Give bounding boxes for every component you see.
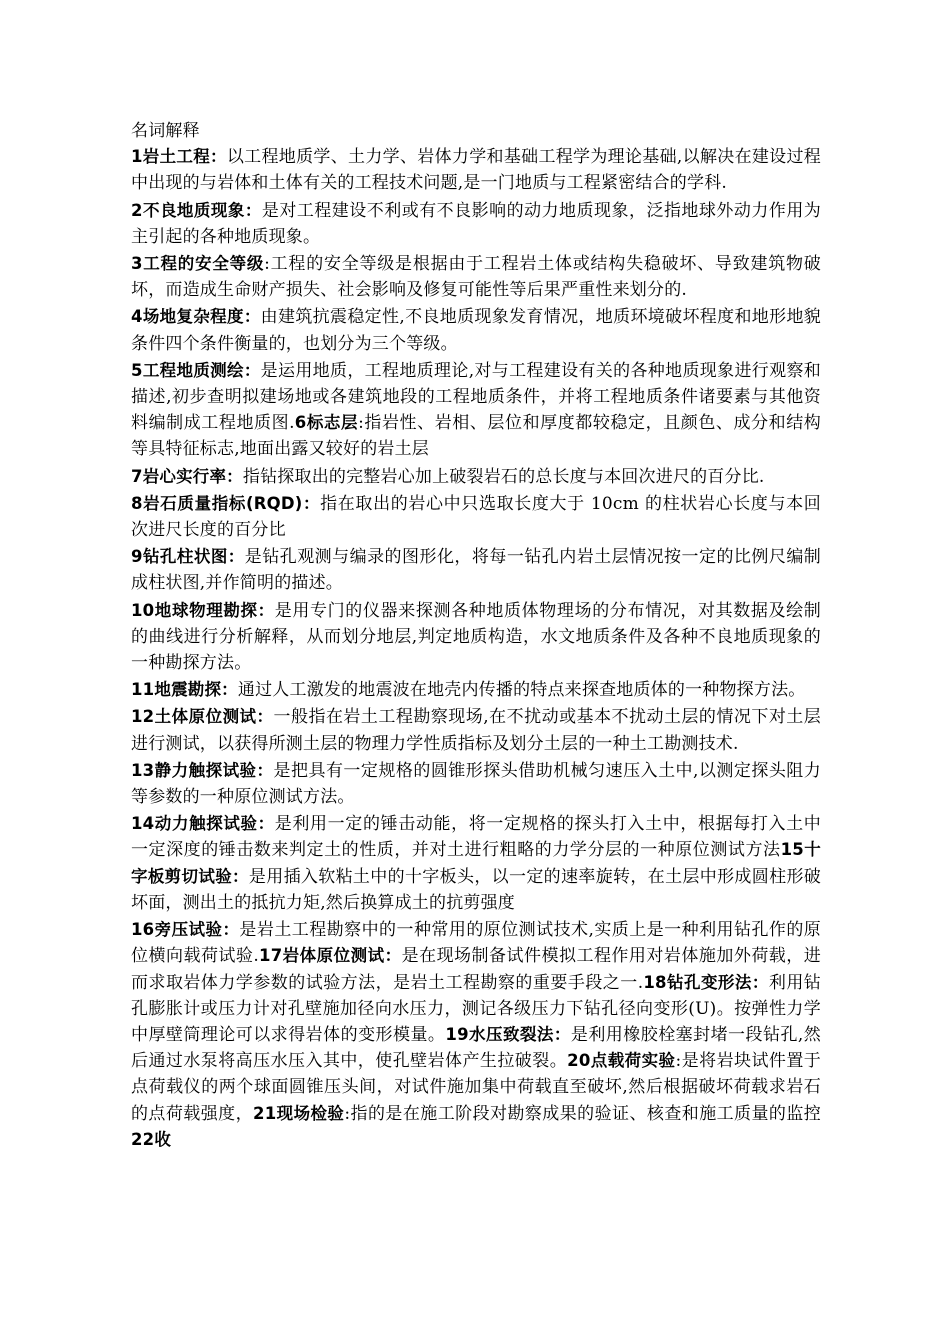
entry-term: 钻孔柱状图： (142, 547, 245, 567)
entry-number: 9 (131, 547, 143, 567)
entry-text: 是利用一定的锤击动能，将一定规格的探头打入土中，根据每打入土中一定深度的锤击数来判定土的性质，并对土进行粗略的力学分层的一种原位测试方法 (131, 814, 822, 861)
entry-text: 是在现场制备试件模拟工程作用对岩体施加外荷载，进而求取岩体力学参数的试验方法，是岩土工程勘察的重要手段之一. (131, 946, 821, 993)
entry-text: 以工程地质学、土力学、岩体力学和基础工程学为理论基础,以解决在建设过程中出现的与岩体和土体有关的工程技术问题,是一门地质与工程紧密结合的学科. (131, 147, 822, 194)
definition-entry (131, 358, 821, 463)
definition-entry (131, 677, 821, 703)
definition-entry (131, 811, 821, 916)
entry-number: 2 (131, 200, 143, 220)
entry-term: 静力触探试验： (154, 760, 274, 780)
entry-term: 工程的安全等级 (142, 254, 265, 274)
entry-text: 通过人工激发的地震波在地壳内传播的特点来探查地质体的一种物探方法。 (237, 680, 806, 701)
entry-number: 16 (131, 920, 155, 940)
entry-number: 14 (131, 814, 155, 834)
entry-text: 是用专门的仪器来探测各种地质体物理场的分布情况，对其数据及绘制的曲线进行分析解释，从而划分地层,判定地质构造，水文地质条件及各种不良地质现象的一种勘探方法。 (131, 600, 822, 674)
entry-number: 19 (445, 1024, 469, 1044)
entry-term: 岩心实行率： (142, 466, 243, 486)
entry-term: 不良地质现象： (142, 200, 262, 220)
entry-number: 21 (253, 1103, 277, 1123)
entry-number: 7 (131, 466, 143, 486)
entry-term: 水压致裂法： (468, 1024, 571, 1044)
entry-number: 20 (567, 1051, 591, 1071)
definition-entry (131, 144, 821, 196)
entry-number: 3 (131, 254, 143, 274)
entry-number: 5 (131, 360, 143, 380)
entry-term: 标志层 (306, 413, 359, 433)
entry-text: 是用插入软粘土中的十字板头，以一定的速率旋转，在土层中形成圆柱形破坏面，测出土的抵抗力矩,然后换算成土的抗剪强度 (131, 866, 821, 913)
entry-number: 1 (131, 147, 143, 167)
entry-number: 12 (131, 707, 155, 727)
entry-text: 是岩土工程勘察中的一种常用的原位测试技术,实质上是一种利用钻孔作的原位横向载荷试验. (131, 920, 822, 967)
entry-text: 是利用橡胶栓塞封堵一段钻孔,然后通过水泵将高压水压入其中，使孔壁岩体产生拉破裂。 (131, 1024, 821, 1072)
entry-term: 场地复杂程度： (142, 307, 261, 327)
entry-term: 十字板剪切试验： (131, 840, 821, 886)
entry-term: 收 (154, 1129, 172, 1149)
entry-term: 旁压试验： (154, 920, 240, 940)
definition-entry (131, 704, 821, 756)
entry-text: 是对工程建设不利或有不良影响的动力地质现象，泛指地球外动力作用为主引起的各种地质现象。 (131, 200, 822, 247)
definition-entry (131, 758, 821, 810)
entry-text: 是把具有一定规格的圆锥形探头借助机械匀速压入土中,以测定探头阻力等参数的一种原位测试方法。 (131, 760, 821, 808)
entry-term: 点载荷实验 (590, 1051, 676, 1071)
definition-entry (131, 304, 821, 356)
entry-text: 一般指在岩土工程勘察现场,在不扰动或基本不扰动土层的情况下对土层进行测试，以获得所测土层的物理力学性质指标及划分土层的一种土工勘测技术. (131, 707, 821, 754)
entry-term: 现场检验 (276, 1103, 345, 1123)
entry-text: :工程的安全等级是根据由于工程岩土体或结构失稳破坏、导致建筑物破坏，而造成生命财产损失、社会影响及修复可能性等后果严重性来划分的. (131, 254, 821, 301)
entry-number: 17 (259, 946, 283, 966)
entry-term: 地震勘探： (154, 680, 238, 700)
entry-number: 10 (131, 600, 155, 620)
entry-term: 岩石质量指标(RQD)： (142, 493, 321, 513)
entry-text: :是将岩块试件置于点荷载仪的两个球面圆锥压头间，对试件施加集中荷载直至破坏,然后根据破坏荷载求岩石的点荷载强度， (131, 1051, 822, 1124)
entry-text: 是运用地质，工程地质理论,对与工程建设有关的各种地质现象进行观察和描述,初步查明拟建场地或各建筑地段的工程地质条件，并将工程地质条件诸要素与其他资料编制成工程地质图. (131, 360, 821, 434)
entry-term: 工程地质测绘： (142, 360, 261, 380)
definition-entry (131, 464, 821, 490)
entry-text: 是钻孔观测与编录的图形化，将每一钻孔内岩土层情况按一定的比例尺编制成柱状图,并作简明的描述。 (131, 547, 821, 594)
entry-number: 15 (780, 840, 804, 860)
document-heading: 名词解释 (131, 121, 200, 141)
entry-number: 6 (294, 413, 307, 433)
definition-entry (131, 544, 821, 596)
entry-text: 指在取出的岩心中只选取长度大于 10cm 的柱状岩心长度与本回次进尺长度的百分比 (131, 493, 821, 541)
entry-number: 11 (131, 680, 155, 700)
entry-number: 4 (131, 307, 143, 327)
entry-term: 岩体原位测试： (282, 946, 402, 966)
definition-entry (131, 198, 821, 250)
entry-term: 土体原位测试： (154, 707, 274, 727)
document-body (131, 118, 821, 1154)
entry-number: 8 (131, 493, 143, 513)
entry-text: :指岩性、岩相、层位和厚度都较稳定，且颜色、成分和结构等具特征标志,地面出露又较好的岩土层 (131, 413, 821, 460)
entry-text: :指的是在施工阶段对勘察成果的验证、核查和施工质量的监控 (344, 1103, 821, 1124)
entry-term: 动力触探试验： (154, 814, 275, 834)
entry-term: 地球物理勘探： (154, 600, 275, 620)
entry-number: 13 (131, 760, 155, 780)
entry-text: 指钻探取出的完整岩心加上破裂岩石的总长度与本回次进尺的百分比. (242, 466, 765, 487)
entry-number: 22 (131, 1129, 155, 1149)
definition-entry (131, 598, 821, 677)
entry-term: 钻孔变形法： (666, 972, 769, 992)
definition-entry (131, 251, 821, 303)
definition-entry (131, 491, 821, 543)
entry-text: 利用钻孔膨胀计或压力计对孔壁施加径向水压力，测记各级压力下钻孔径向变形(U)。按弹性力学中厚壁筒理论可以求得岩体的变形模量。 (131, 972, 821, 1045)
definition-entry (131, 917, 821, 1153)
entry-text: 由建筑抗震稳定性,不良地质现象发育情况，地质环境破坏程度和地形地貌条件四个条件衡量的，也划分为三个等级。 (131, 307, 821, 354)
entry-term: 岩土工程： (142, 147, 227, 167)
entry-number: 18 (643, 972, 667, 992)
